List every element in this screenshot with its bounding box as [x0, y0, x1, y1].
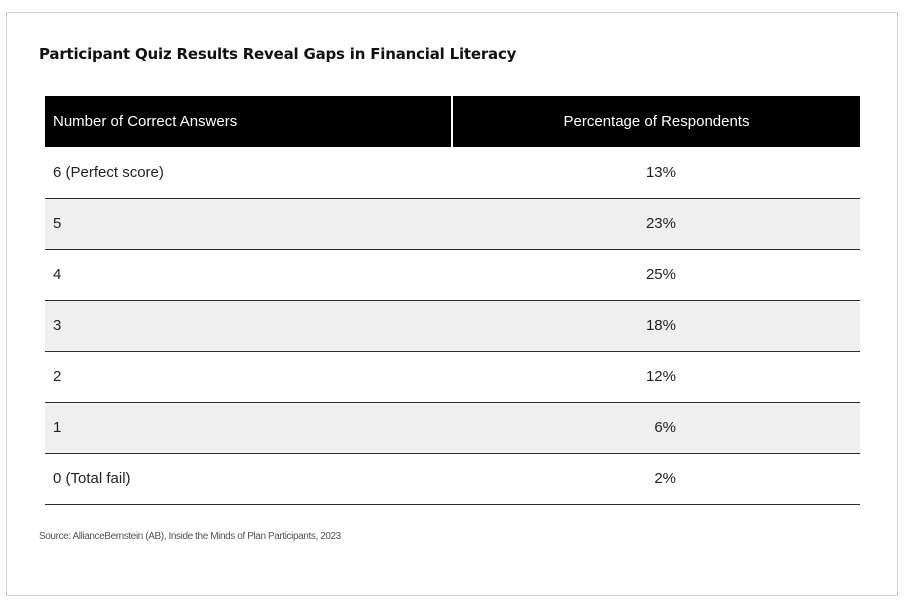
- row-value: 2%: [654, 470, 676, 487]
- column-header-percentage: Percentage of Respondents: [452, 96, 860, 147]
- row-value: 6%: [654, 419, 676, 436]
- row-value: 25%: [645, 266, 676, 283]
- table-row: [45, 402, 860, 453]
- row-category: 4: [45, 249, 452, 300]
- row-category: 1: [45, 402, 452, 453]
- row-value-cell: [452, 300, 860, 351]
- row-value-cell: [452, 147, 860, 198]
- source-note: Source: AllianceBernstein (AB), Inside the Minds of Plan Participants, 2023: [39, 531, 341, 542]
- row-value: 23%: [645, 215, 676, 232]
- row-value: 13%: [645, 163, 676, 181]
- row-value-cell: [452, 249, 860, 300]
- row-value-cell: [452, 402, 860, 453]
- table-row: [45, 300, 860, 351]
- chart-title: Participant Quiz Results Reveal Gaps in Financial Literacy: [39, 45, 517, 63]
- row-value: 18%: [645, 317, 676, 334]
- table-header-row: [45, 96, 860, 147]
- table-row: [45, 249, 860, 300]
- row-value-cell: [452, 351, 860, 402]
- row-category: 5: [45, 198, 452, 249]
- results-table: [45, 96, 860, 505]
- row-value-cell: [452, 453, 860, 504]
- row-category: 2: [45, 351, 452, 402]
- table-row: [45, 198, 860, 249]
- table-row: [45, 453, 860, 504]
- table-row: [45, 147, 860, 198]
- table-row: [45, 351, 860, 402]
- column-header-correct-answers: Number of Correct Answers: [45, 96, 452, 147]
- row-category: 0 (Total fail): [45, 453, 452, 504]
- row-category: 3: [45, 300, 452, 351]
- row-value-cell: [452, 198, 860, 249]
- row-category: 6 (Perfect score): [45, 147, 452, 198]
- row-value: 12%: [645, 368, 676, 385]
